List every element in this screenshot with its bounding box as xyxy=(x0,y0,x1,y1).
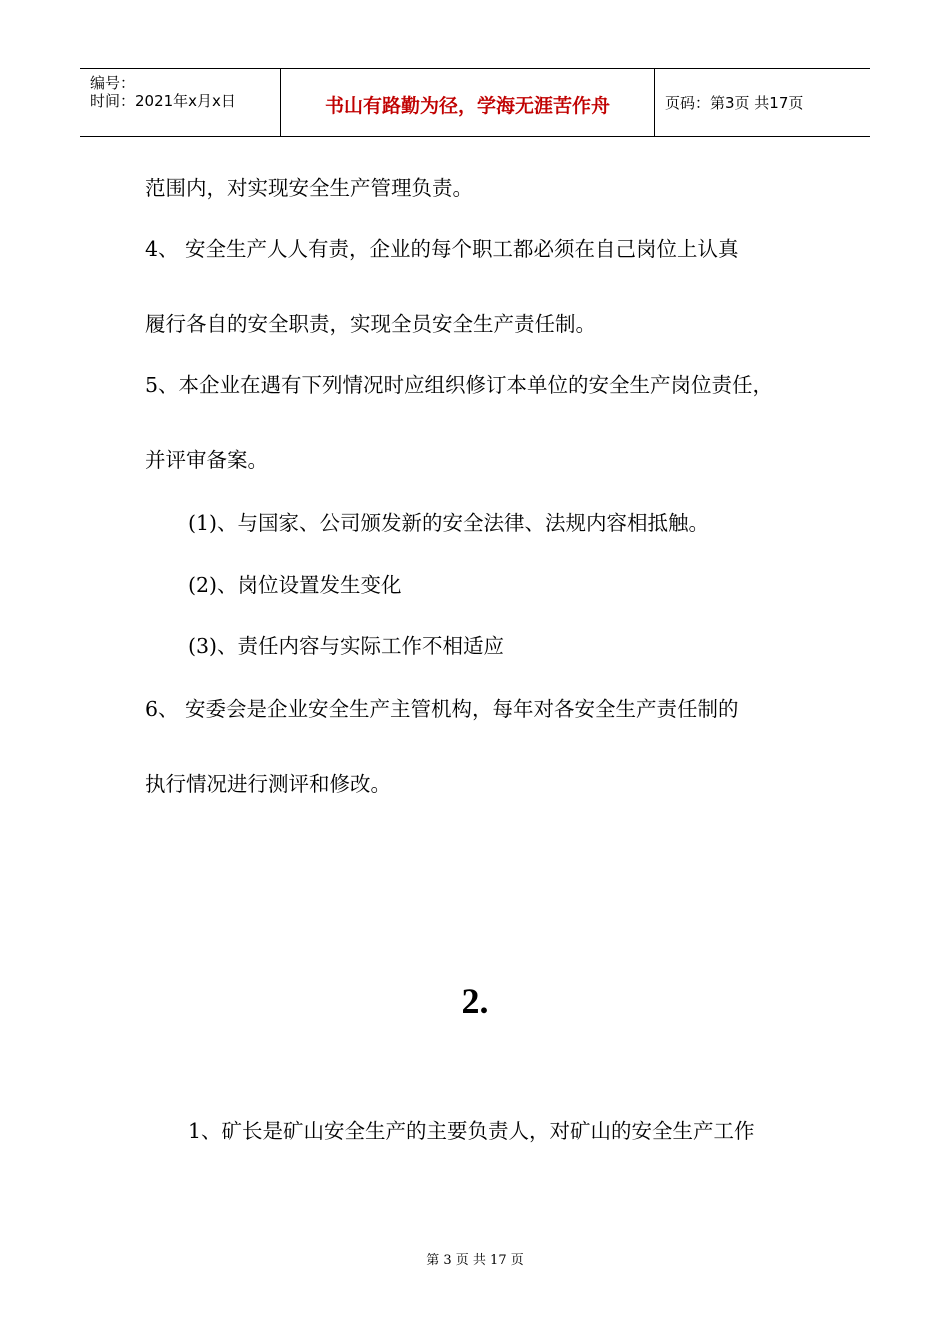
paragraph-line: 执行情况进行测评和修改。 xyxy=(145,772,391,796)
header-meta-cell xyxy=(80,69,281,136)
list-item: (2)、岗位设置发生变化 xyxy=(188,573,402,597)
paragraph-line: 1、矿长是矿山安全生产的主要负责人，对矿山的安全生产工作 xyxy=(188,1119,755,1143)
header-page-info: 页码：第3页 共17页 xyxy=(665,94,804,112)
paragraph-line: 范围内，对实现安全生产管理负责。 xyxy=(145,176,473,200)
number-label: 编号： xyxy=(90,74,136,92)
paragraph-line: 6、 安委会是企业安全生产主管机构，每年对各安全生产责任制的 xyxy=(145,697,739,721)
paragraph-line: 并评审备案。 xyxy=(145,448,268,472)
header-motto-cell xyxy=(281,69,655,136)
page-header xyxy=(80,68,870,137)
page-footer: 第 3 页 共 17 页 xyxy=(426,1253,524,1268)
motto-text: 书山有路勤为径，学海无涯苦作舟 xyxy=(324,95,610,117)
list-item: (1)、与国家、公司颁发新的安全法律、法规内容相抵触。 xyxy=(188,511,710,535)
section-heading: 2. xyxy=(461,981,489,1021)
header-page-cell xyxy=(655,69,870,136)
list-item: (3)、责任内容与实际工作不相适应 xyxy=(188,634,505,658)
paragraph-line: 5、本企业在遇有下列情况时应组织修订本单位的安全生产岗位责任， xyxy=(145,373,774,397)
time-label: 时间：2021年x月x日 xyxy=(90,92,236,110)
paragraph-line: 4、 安全生产人人有责，企业的每个职工都必须在自己岗位上认真 xyxy=(145,237,739,261)
paragraph-line: 履行各自的安全职责，实现全员安全生产责任制。 xyxy=(145,312,596,336)
